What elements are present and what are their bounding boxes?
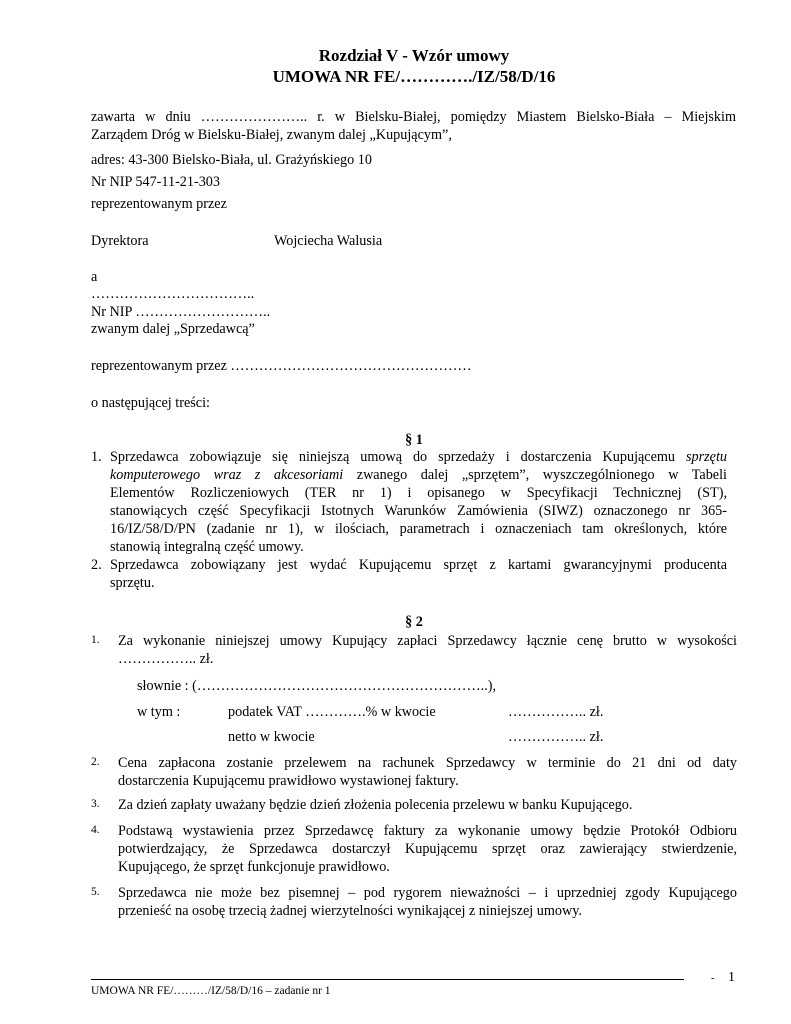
- s2-p5-line-2: przenieść na osobę trzecią żadnej wierzytelności wynikającej z niniejszej umowy.: [118, 903, 582, 919]
- page-dash: -: [711, 972, 715, 984]
- buyer-nip: Nr NIP 547-11-21-303: [91, 174, 220, 190]
- director-name: Wojciecha Walusia: [274, 233, 383, 249]
- s2-p5-number: 5.: [91, 886, 100, 898]
- s2-vat-amount: …………….. zł.: [508, 704, 604, 720]
- contract-title: UMOWA NR FE/…………./IZ/58/D/16: [272, 67, 556, 86]
- s2-p2-number: 2.: [91, 756, 100, 768]
- intro-line-2: Zarządem Dróg w Bielsku-Białej, zwanym dalej „Kupującym”,: [91, 127, 452, 143]
- section-2-heading: § 2: [405, 614, 423, 630]
- s1-p2-number: 2.: [91, 557, 102, 573]
- s1-p1-line-3: Elementów Rozliczeniowych (TER nr 1) i opisanego w Specyfikacji Technicznej (ST),: [110, 485, 727, 501]
- s2-p2-line-2: dostarczenia Kupującemu prawidłowo wystawionej faktury.: [118, 773, 459, 789]
- s1-p2-line-2: sprzętu.: [110, 575, 155, 591]
- seller-represented-by: reprezentowanym przez ……………………………………………: [91, 358, 472, 374]
- s2-intax-label: w tym :: [137, 704, 181, 720]
- s2-words-line: słownie : (……………………………………………………..),: [137, 678, 497, 694]
- s1-p1-line-5: 16/IZ/58/D/PN (zadanie nr 1), w ilościach, parametrach i oznaczeniach tam określonych, które: [110, 521, 727, 537]
- chapter-title: Rozdział V - Wzór umowy: [318, 46, 510, 65]
- following-content: o następującej treści:: [91, 395, 210, 411]
- s1-p2-line-1: Sprzedawca zobowiązany jest wydać Kupującemu sprzęt z kartami gwarancyjnymi producenta: [110, 557, 727, 573]
- intro-line-1: zawarta w dniu ………………….. r. w Bielsku-Białej, pomiędzy Miastem Bielsko-Biała – Miejskim: [91, 109, 736, 125]
- s2-net-amount: …………….. zł.: [508, 729, 604, 745]
- page-number: 1: [728, 970, 735, 985]
- seller-called: zwanym dalej „Sprzedawcą”: [91, 321, 255, 337]
- s2-p4-line-3: Kupującego, że sprzęt funkcjonuje prawidłowo.: [118, 859, 390, 875]
- s1-p1-line-1-italic: sprzętu: [686, 449, 727, 465]
- s2-vat-label: podatek VAT ………….% w kwocie: [228, 704, 436, 720]
- s1-p1-line-1-text: Sprzedawca zobowiązuje się niniejszą umową do sprzedaży i dostarczenia Kupującemu: [110, 449, 686, 465]
- s2-p4-number: 4.: [91, 824, 100, 836]
- s2-net-label: netto w kwocie: [228, 729, 315, 745]
- footer-text: UMOWA NR FE/………/IZ/58/D/16 – zadanie nr 1: [91, 985, 331, 997]
- s1-p1-line-2-text: zwanego dalej „sprzętem”, wyszczególnionego w Tabeli: [343, 467, 727, 483]
- s2-p3-number: 3.: [91, 798, 100, 810]
- s1-p1-number: 1.: [91, 449, 102, 465]
- seller-nip: Nr NIP ………………………..: [91, 304, 271, 320]
- footer-rule: [91, 979, 684, 980]
- s2-p2-line-1: Cena zapłacona zostanie przelewem na rachunek Sprzedawcy w terminie do 21 dni od daty: [118, 755, 737, 771]
- s2-p1-line-1: Za wykonanie niniejszej umowy Kupujący zapłaci Sprzedawcy łącznie cenę brutto w wysokości: [118, 633, 737, 649]
- and-label: a: [91, 269, 98, 285]
- s2-p4-line-1: Podstawą wystawienia przez Sprzedawcę faktury za wykonanie umowy będzie Protokół Odbioru: [118, 823, 737, 839]
- director-label: Dyrektora: [91, 233, 149, 249]
- s1-p1-line-6: stanowią integralną część umowy.: [110, 539, 304, 555]
- seller-name-placeholder: ……………………………..: [91, 286, 255, 302]
- s2-p4-line-2: potwierdzający, że Sprzedawca dostarczył Kupującemu sprzęt oraz zawierający stwierdzenie,: [118, 841, 737, 857]
- buyer-represented-by: reprezentowanym przez: [91, 196, 227, 212]
- s2-p1-line-2: …………….. zł.: [118, 651, 214, 667]
- s2-p1-number: 1.: [91, 634, 100, 646]
- buyer-address: adres: 43-300 Bielsko-Biała, ul. Grażyńskiego 10: [91, 152, 372, 168]
- s2-p5-line-1: Sprzedawca nie może bez pisemnej – pod rygorem nieważności – i uprzedniej zgody Kupującego: [118, 885, 737, 901]
- s1-p1-line-2-italic: komputerowego wraz z akcesoriami: [110, 467, 344, 483]
- s1-p1-line-2: [110, 467, 727, 484]
- s2-p3-line-1: Za dzień zapłaty uważany będzie dzień złożenia polecenia przelewu w banku Kupującego.: [118, 797, 633, 813]
- s1-p1-line-1: [110, 449, 727, 466]
- section-1-heading: § 1: [405, 432, 423, 448]
- s1-p1-line-4: stanowiących część Specyfikacji Istotnych Warunków Zamówienia (SIWZ) oznaczonego nr 365-: [110, 503, 727, 519]
